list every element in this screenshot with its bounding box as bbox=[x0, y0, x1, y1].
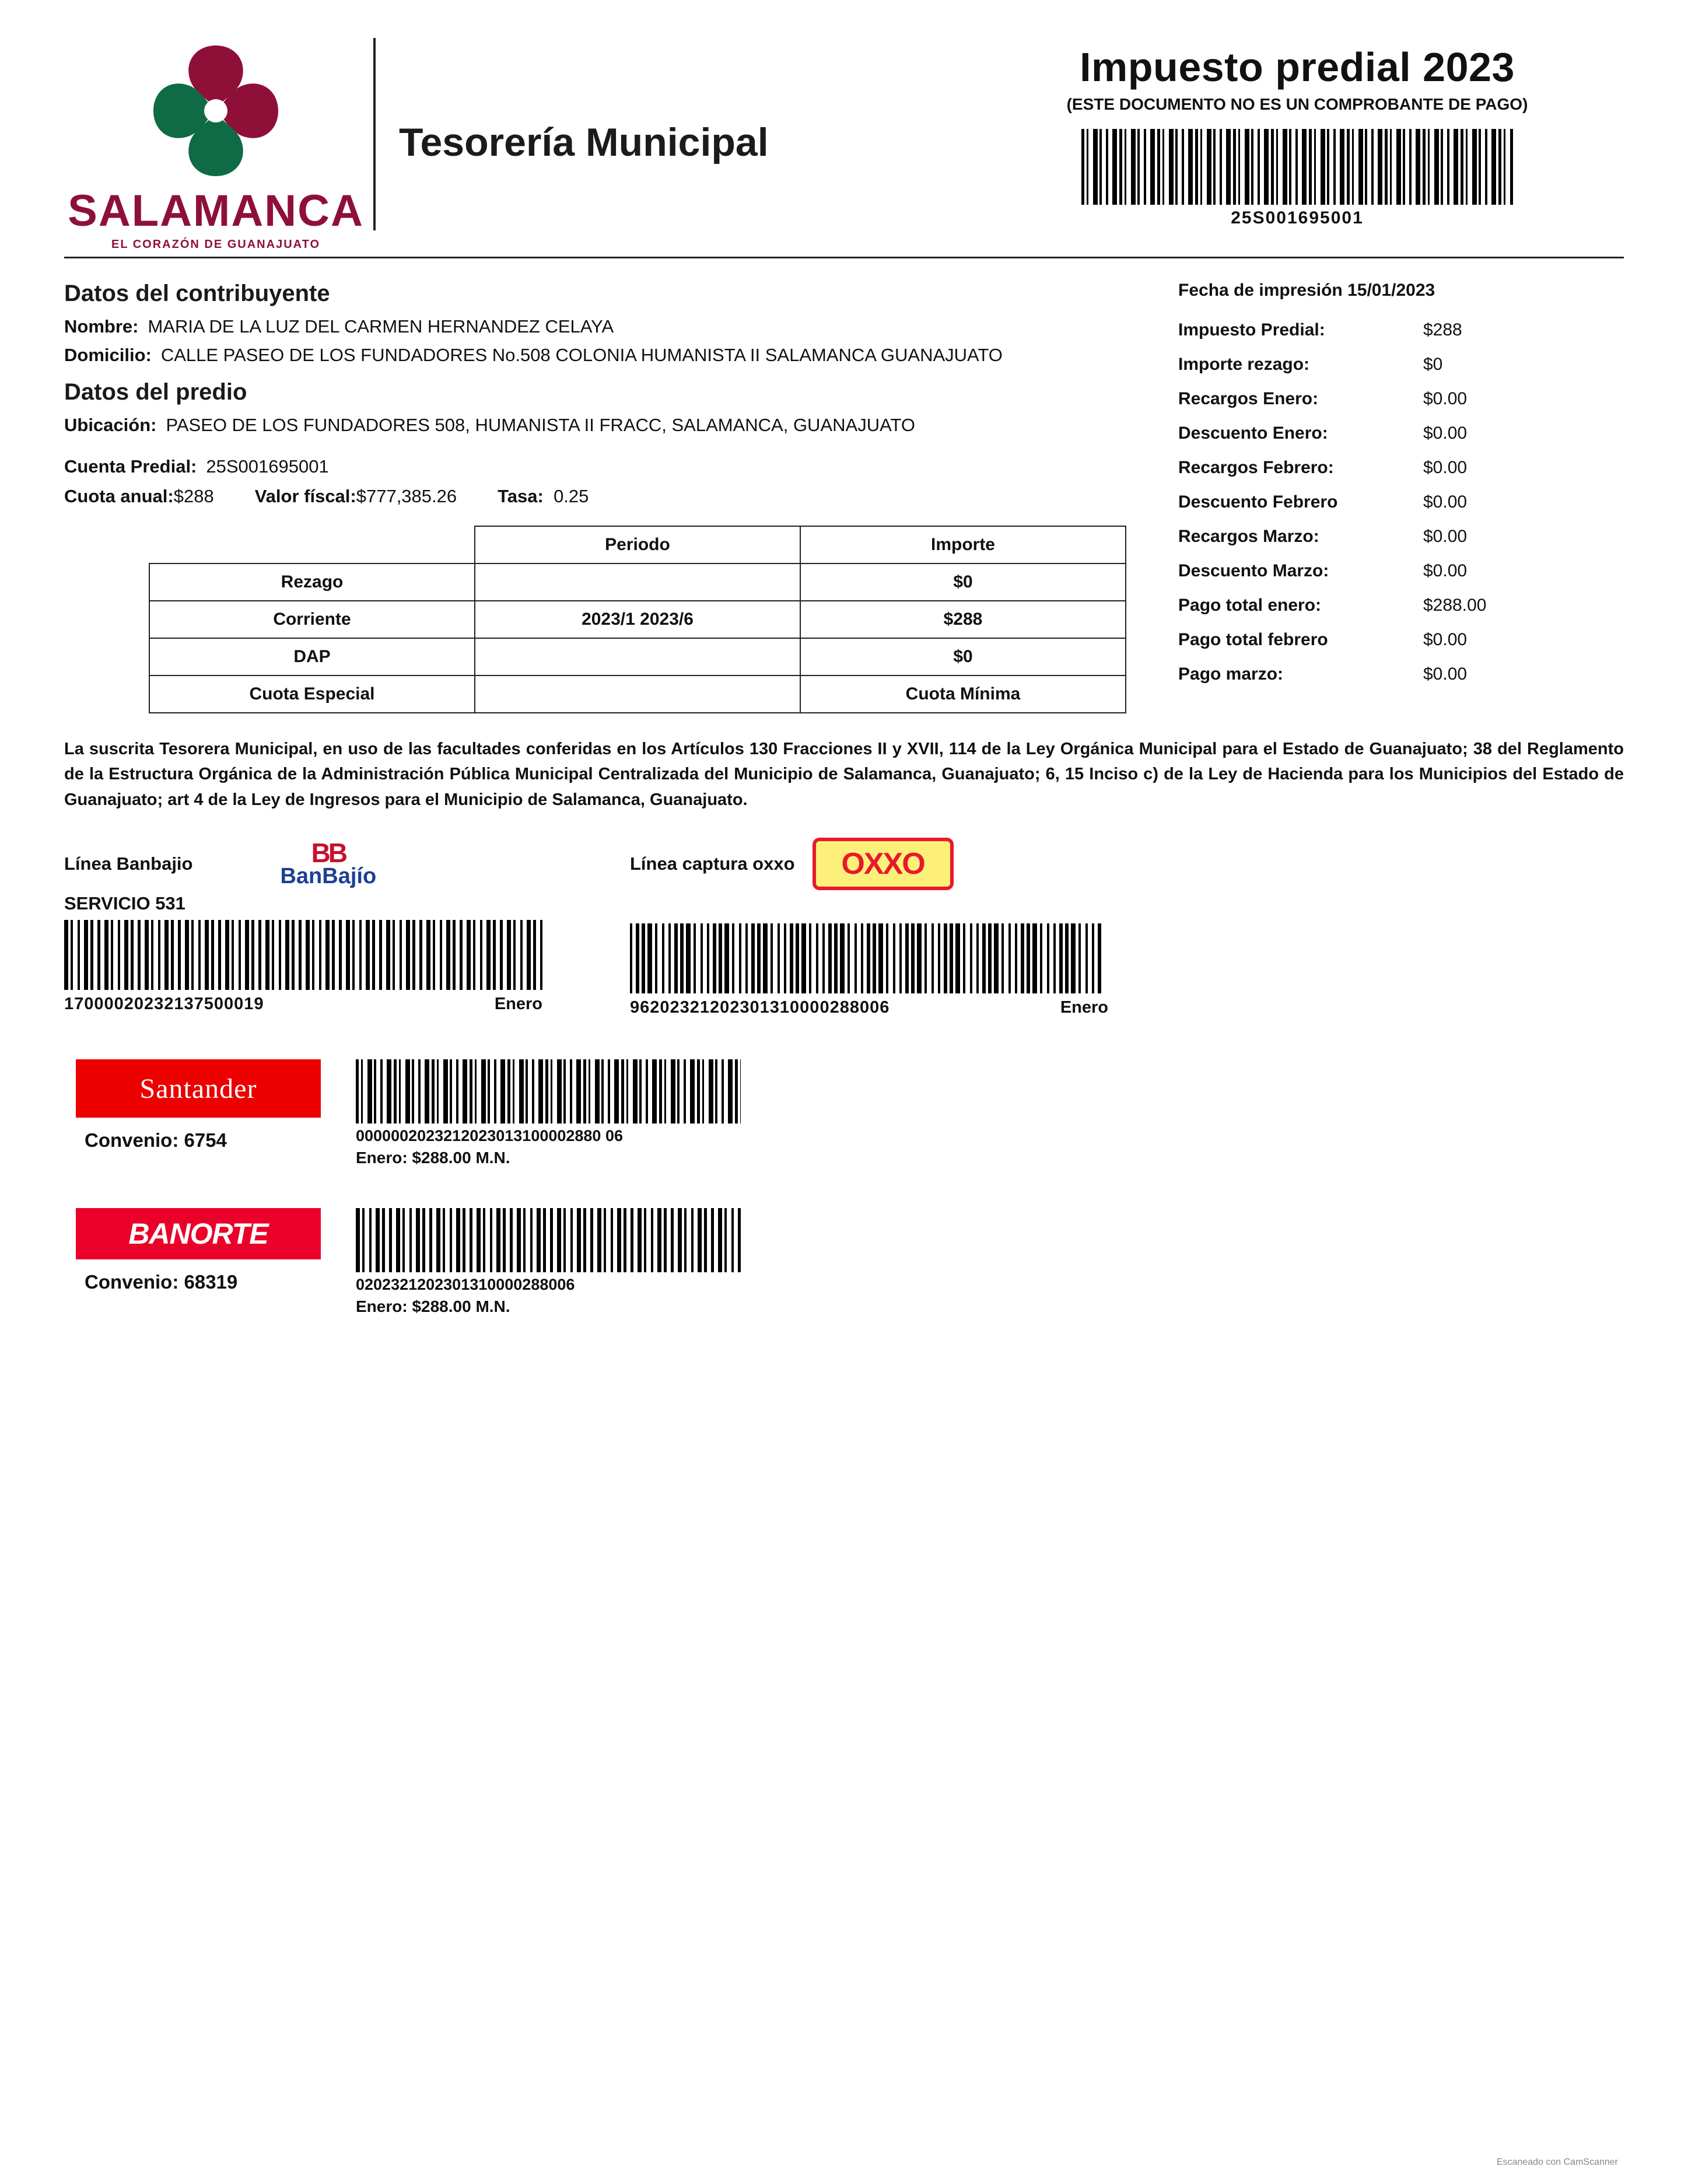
summary-value: $0.00 bbox=[1423, 561, 1468, 580]
banbajio-block bbox=[64, 837, 589, 1017]
payment-lines-top bbox=[64, 837, 1624, 1017]
banorte-amount: Enero: $288.00 M.N. bbox=[356, 1297, 510, 1316]
property-figures-row bbox=[64, 486, 1155, 507]
salamanca-emblem-icon bbox=[143, 35, 289, 187]
banbajio-logo-icon bbox=[280, 837, 377, 888]
row-period bbox=[475, 564, 800, 601]
rate-value: 0.25 bbox=[554, 485, 589, 506]
banbajio-code: 17000020232137500019 bbox=[64, 995, 264, 1014]
oxxo-header bbox=[630, 841, 1155, 887]
property-location-row bbox=[64, 412, 1155, 439]
summary-row bbox=[1178, 355, 1624, 374]
banorte-barcode-icon bbox=[356, 1208, 741, 1272]
header-right-block bbox=[971, 23, 1624, 228]
taxpayer-name-value: MARIA DE LA LUZ DEL CARMEN HERNANDEZ CELAYA bbox=[148, 316, 614, 337]
row-concept: Corriente bbox=[149, 601, 475, 638]
annual-fee-cell bbox=[64, 486, 214, 507]
oxxo-logo-icon: OXXO bbox=[813, 838, 954, 890]
summary-label: Importe rezago: bbox=[1178, 355, 1310, 374]
rate-label: Tasa: bbox=[498, 485, 544, 506]
banbajio-service: SERVICIO 531 bbox=[64, 893, 185, 914]
banorte-convenio: Convenio: 68319 bbox=[85, 1271, 238, 1293]
banbajio-barcode-icon bbox=[64, 920, 542, 990]
document-header bbox=[64, 0, 1624, 251]
summary-value: $0.00 bbox=[1423, 424, 1468, 443]
summary-value: $0.00 bbox=[1423, 527, 1468, 546]
row-amount: $288 bbox=[800, 601, 1126, 638]
fiscal-value-cell bbox=[255, 486, 457, 507]
page-subtitle: (ESTE DOCUMENTO NO ES UN COMPROBANTE DE PAGO) bbox=[1066, 95, 1528, 113]
santander-brand bbox=[64, 1059, 338, 1152]
municipality-logo bbox=[64, 23, 367, 251]
row-amount: Cuota Mínima bbox=[800, 676, 1126, 713]
fiscal-value-value: $777,385.26 bbox=[356, 485, 457, 506]
row-amount: $0 bbox=[800, 638, 1126, 676]
table-header-row bbox=[149, 526, 1126, 564]
main-content bbox=[64, 258, 1624, 713]
table-row bbox=[149, 638, 1126, 676]
property-account-row bbox=[64, 454, 1155, 480]
summary-label: Descuento Febrero bbox=[1178, 492, 1338, 512]
header-barcode-icon bbox=[1081, 129, 1513, 205]
summary-label: Recargos Febrero: bbox=[1178, 458, 1334, 477]
summary-row bbox=[1178, 596, 1624, 615]
oxxo-label: Línea captura oxxo bbox=[630, 853, 795, 874]
summary-label: Descuento Enero: bbox=[1178, 424, 1328, 443]
santander-barcode-icon bbox=[356, 1059, 741, 1124]
summary-label: Recargos Enero: bbox=[1178, 389, 1319, 408]
summary-row bbox=[1178, 561, 1624, 581]
left-column bbox=[64, 281, 1155, 713]
header-divider bbox=[373, 38, 376, 230]
banbajio-logo-name: BanBajío bbox=[280, 863, 377, 888]
summary-value: $0.00 bbox=[1423, 664, 1468, 684]
table-row bbox=[149, 601, 1126, 638]
summary-label: Pago total febrero bbox=[1178, 630, 1328, 649]
property-location-label: Ubicación: bbox=[64, 414, 157, 435]
banorte-barcode-block bbox=[356, 1208, 741, 1316]
summary-value: $0.00 bbox=[1423, 458, 1468, 477]
banbajio-footer bbox=[64, 995, 589, 1014]
oxxo-code: 96202321202301310000288006 bbox=[630, 998, 890, 1017]
row-period bbox=[475, 638, 800, 676]
property-location-value: PASEO DE LOS FUNDADORES 508, HUMANISTA II FRACC, SALAMANCA, GUANAJUATO bbox=[166, 414, 915, 435]
banbajio-logo-mark: BB bbox=[311, 837, 346, 868]
banbajio-month: Enero bbox=[494, 995, 542, 1014]
taxpayer-name-row bbox=[64, 314, 1155, 340]
santander-amount: Enero: $288.00 M.N. bbox=[356, 1149, 510, 1167]
fiscal-value-label: Valor físcal: bbox=[254, 485, 356, 506]
legal-paragraph: La suscrita Tesorera Municipal, en uso de las facultades conferidas en los Artículos 130 Fracciones II y XVII, 114 de la Ley Orgánica Municipal para el Estado de Guanajuato; 38 del Reglamento de la Estructura Orgánica de la Administración Pública Municipal Centralizada del Municipio de Salamanca, Guanajuato; 6, 15 Inciso c) de la Ley de Hacienda para los Municipios del Estado de Guanajuato; art 4 de la Ley de Ingresos para el Municipio de Salamanca, Guanajuato. bbox=[64, 739, 1624, 809]
banorte-block bbox=[64, 1208, 1624, 1316]
amounts-table bbox=[149, 526, 1126, 713]
annual-fee-label: Cuota anual: bbox=[64, 485, 174, 506]
row-concept: Cuota Especial bbox=[149, 676, 475, 713]
row-concept: Rezago bbox=[149, 564, 475, 601]
property-section-title: Datos del predio bbox=[64, 379, 247, 405]
table-row bbox=[149, 564, 1126, 601]
summary-label: Pago total enero: bbox=[1178, 596, 1322, 615]
taxpayer-address-value: CALLE PASEO DE LOS FUNDADORES No.508 COLONIA HUMANISTA II SALAMANCA GUANAJUATO bbox=[160, 344, 1003, 365]
summary-value: $288.00 bbox=[1423, 596, 1487, 615]
rate-cell bbox=[498, 486, 589, 507]
right-column bbox=[1155, 281, 1624, 713]
summary-value: $0.00 bbox=[1423, 389, 1468, 408]
oxxo-month: Enero bbox=[1060, 998, 1108, 1017]
summary-row bbox=[1178, 320, 1624, 340]
taxpayer-address-label: Domicilio: bbox=[64, 344, 152, 365]
summary-value: $0 bbox=[1423, 355, 1443, 374]
scanner-watermark: Escaneado con CamScanner bbox=[1496, 2157, 1618, 2167]
property-account-label: Cuenta Predial: bbox=[64, 456, 197, 477]
table-row bbox=[149, 676, 1126, 713]
santander-block bbox=[64, 1059, 1624, 1167]
santander-logo-icon: Santander bbox=[76, 1059, 321, 1118]
row-amount: $0 bbox=[800, 564, 1126, 601]
summary-label: Descuento Marzo: bbox=[1178, 561, 1329, 580]
summary-value: $0.00 bbox=[1423, 630, 1468, 649]
banbajio-header bbox=[64, 837, 589, 888]
summary-label: Recargos Marzo: bbox=[1178, 527, 1319, 546]
table-header-periodo: Periodo bbox=[475, 526, 800, 564]
oxxo-block bbox=[630, 841, 1155, 1017]
property-account-value: 25S001695001 bbox=[206, 456, 329, 477]
summary-label: Pago marzo: bbox=[1178, 664, 1284, 684]
print-date: Fecha de impresión 15/01/2023 bbox=[1178, 281, 1435, 300]
summary-row bbox=[1178, 389, 1624, 409]
summary-value: $288 bbox=[1423, 320, 1462, 340]
department-title: Tesorería Municipal bbox=[399, 120, 769, 164]
row-period bbox=[475, 676, 800, 713]
taxpayer-name-label: Nombre: bbox=[64, 316, 139, 337]
summary-row bbox=[1178, 630, 1624, 650]
banbajio-label: Línea Banbajio bbox=[64, 853, 193, 874]
summary-row bbox=[1178, 424, 1624, 443]
oxxo-barcode-icon bbox=[630, 923, 1102, 993]
annual-fee-value: $288 bbox=[173, 485, 214, 506]
row-concept: DAP bbox=[149, 638, 475, 676]
header-barcode-block bbox=[971, 129, 1624, 228]
santander-barcode-block bbox=[356, 1059, 741, 1167]
banorte-code: 0202321202301310000288006 bbox=[356, 1276, 575, 1294]
summary-label: Impuesto Predial: bbox=[1178, 320, 1325, 340]
summary-value: $0.00 bbox=[1423, 492, 1468, 512]
table-header-importe: Importe bbox=[800, 526, 1126, 564]
santander-convenio: Convenio: 6754 bbox=[85, 1129, 227, 1152]
row-period: 2023/1 2023/6 bbox=[475, 601, 800, 638]
header-barcode-number: 25S001695001 bbox=[1231, 208, 1364, 228]
summary-row bbox=[1178, 664, 1624, 684]
summary-row bbox=[1178, 527, 1624, 547]
page-title: Impuesto predial 2023 bbox=[1080, 44, 1515, 90]
banorte-logo-icon: BANORTE bbox=[76, 1208, 321, 1259]
logo-wordmark: SALAMANCA bbox=[68, 186, 364, 236]
oxxo-footer bbox=[630, 998, 1155, 1017]
summary-row bbox=[1178, 492, 1624, 512]
table-header-blank bbox=[149, 526, 475, 564]
logo-tagline: EL CORAZÓN DE GUANAJUATO bbox=[111, 238, 321, 251]
banorte-brand bbox=[64, 1208, 338, 1293]
santander-code: 0000002023212023013100002880 06 bbox=[356, 1127, 623, 1145]
taxpayer-address-row bbox=[64, 342, 1155, 369]
taxpayer-section-title: Datos del contribuyente bbox=[64, 281, 330, 306]
summary-row bbox=[1178, 458, 1624, 478]
